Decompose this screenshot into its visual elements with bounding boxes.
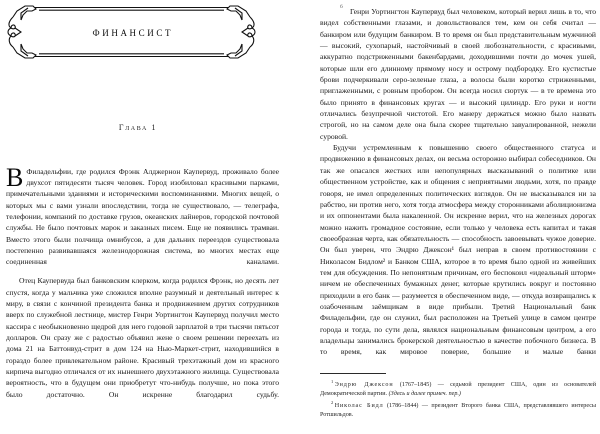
paragraph-text: Филадельфии, где родился Фрэнк Алджернон Каупервуд, проживало более двухсот пятидесяти тысяч человек. Город изобиловал красивыми парками, примечательными зданиями и историческими воспоминаниями. Многих вещей, о которых мы с вами узнали впоследствии, тогда не существовало, — телеграфа, телефонии, компаний по доставке грузов, океанских лайнеров, городской почтовой службы. Не было почтовых марок и заказных писем. Еще не появились трамваи. Вместо этого были полчища омнибусов, а для дальних переездов существовала постепенно развивавшаяся железнодорожная система, во многих местах еще соединенная каналами. [6, 166, 279, 267]
footnote-text: — седьмой президент США, один из основателей Демократической партии. [320, 382, 596, 397]
paragraph: Будучи устремленным к повышению своего общественного статуса и продвижению в финансовых делах, он весьма осторожно выбирал собеседников. Он так же опасался жестких или непопулярных высказываний о политике или общественном устройстве, как и общения с неприятными людьми, хотя, по правде говоря, не имел определенных политических взглядов. Он не высказывался ни за рабство, ни против него, хотя тогда атмосфера между сторонниками аболиционизма и их оппонентами была накаленной. Он искренне верил, что на железных дорогах можно нажить громадное состояние, если только у человека есть капитал и такая своеобразная черта, как обязательность — способность завоевывать чужое доверие. Он был уверен, что Эндрю Джексон¹ был неправ в своем противостоянии с Николасом Бидлом² и Банком США, которое в то время было одной из живейших тем для обсуждения. По непонятным причинам, его беспокоил «идеальный шторм» ничем не обеспеченных бумажных денег, которые крутились вокруг и постоянно приходили в его банк — разумеется в обеспеченном виде, — откуда возвращались к озабоченным заёмщикам в виде прибыли. Третий Национальный банк Филадельфии, где он служил, был расположен на Третьей улице в самом центре города и тогда, по сути дела, являлся национальным финансовым центром, а его владельцы занимались брокерской деятельностью в качестве побочного бизнеса. В то время, как мировое поверие, большие и малые банки [320, 143, 596, 357]
paragraph: Отец Каупервуда был банковским клерком, когда родился Фрэнк, но десять лет спустя, когда у мальчика уже сложился вполне разумный и деятельный интерес к миру, в связи с кончиной президента банка и продвижением других сотрудников вверх по служебной лестнице, мистер Генри Уортингтон Каупервуд получил место кассира с необыкновенно щедрой для него годовой зарплатой в три тысячи пятьсот долларов. Он сразу же с радостью объявил жене о своем решении переехать из дома 21 на Баттонвуд-стрит в дом 124 на Нью-Маркет-стрит, находившийся в гораздо более привлекательном районе. Красивый трехэтажный дом из красного кирпича выгодно отличался от их нынешнего двухэтажного жилища. Существовала вероятность, что в будущем они приобретут что-нибудь получше, но пока этого было достаточно. Он искренне благодарил судьбу. [6, 276, 279, 399]
footnote-block [320, 373, 596, 420]
footnote-separator-rule [320, 373, 386, 374]
footnote-years: (1767–1845) [399, 382, 432, 389]
footnote-marker: 1 [331, 379, 334, 384]
footnote-editor-note: (Здесь и далее примеч. пер.) [388, 390, 461, 397]
page-title: финансист [92, 24, 174, 39]
footnote-subject-name: Николас Бидл [334, 403, 384, 410]
page-number: 6 [340, 4, 343, 10]
footnote-subject-name: Эндрю Джексон [334, 382, 394, 389]
left-page-body [6, 158, 279, 400]
footnote-item [320, 378, 596, 398]
chapter-heading: Глава 1 [118, 123, 158, 132]
footnote-years: (1786–1844) [386, 403, 419, 410]
footnote-item [320, 399, 596, 419]
right-page-body [320, 6, 596, 358]
footnote-marker: 2 [331, 400, 334, 406]
paragraph: Генри Уортингтон Каупервуд был человеком, который верил лишь в то, что видел собственными глазами, и довольствовался тем, кем он себя считал — банкиром или будущим банкиром. В то время он был представительным мужчиной — высокий, сухопарый, настойчивый в своей любознательности, с красивыми, аккуратно подстриженными бакенбардами, доходившими почти до мочек ушей, которые шли его длинному прямому носу и острому подбородку. Его кустистые брови подчеркивали серо-зеленые глаза, а волосы были коротко стриженными, приглаженными, с ровным пробором. Он всегда носил сюртук — в те времена это было принято в финансовых кругах — и высокий цилиндр. Его руки и ногти отличались безупречной чистотой. Его манеру держаться можно было назвать строгой, но на самом деле она была скорее тщательно завуалированной, нежели суровой. [320, 7, 596, 141]
paragraph-opening [6, 162, 279, 268]
footnote-text: — президент Второго банка США, представлявшего интересы Ротшильдов. [320, 403, 596, 418]
right-page [300, 0, 600, 434]
drop-cap: В [6, 162, 24, 192]
